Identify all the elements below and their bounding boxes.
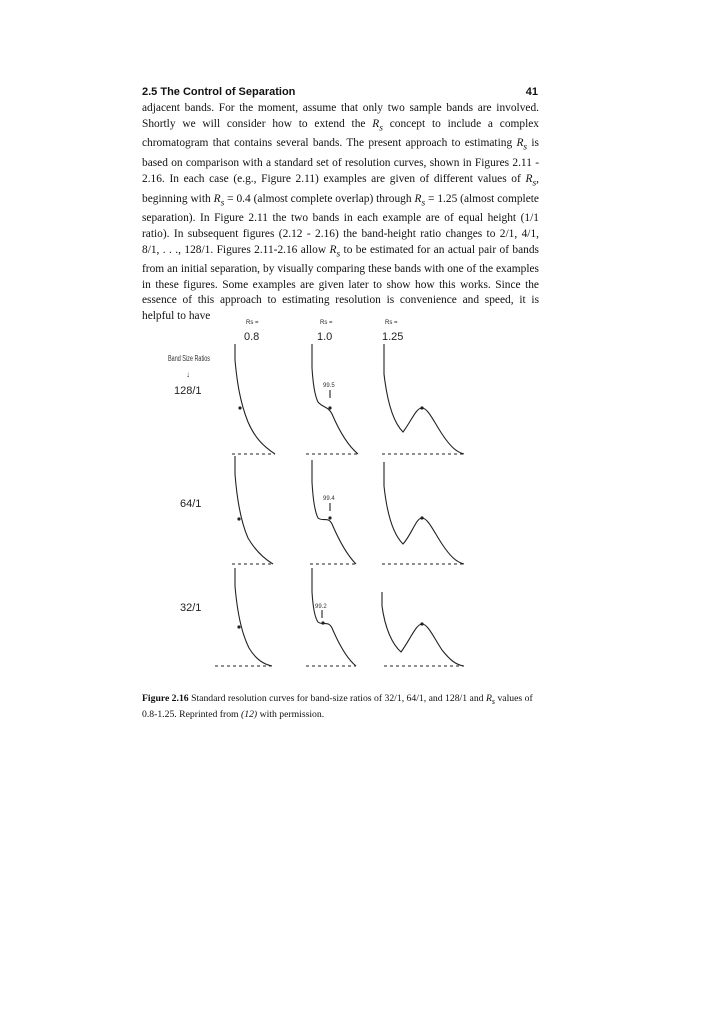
curve-r2-c2	[312, 460, 356, 564]
column-label-1-0: 1.0	[317, 331, 333, 343]
resolution-curves-figure	[160, 310, 480, 680]
peak-marker	[328, 516, 331, 519]
peak-marker	[237, 625, 240, 628]
row-header: Band Size Ratios	[168, 354, 210, 363]
curve-r3-c2	[312, 568, 356, 666]
rs-label: Rs =	[385, 320, 398, 326]
row-label-64: 64/1	[180, 498, 202, 510]
citation-ref: (12)	[241, 708, 258, 720]
peak-annotation-r1: 99.5	[323, 383, 335, 389]
page-number: 41	[525, 86, 538, 98]
curve-r3-c1	[235, 568, 272, 666]
rs-label: Rs =	[320, 320, 333, 326]
peak-marker	[321, 621, 324, 624]
figure-caption: Figure 2.16 Standard resolution curves for band-size ratios of 32/1, 64/1, and 128/1 and $R_s$ values of 0.8-1.25. Reprinted from (12) with permission.	[142, 693, 533, 720]
peak-marker	[237, 517, 240, 520]
figure-label: Figure 2.16	[142, 693, 189, 704]
curve-r1-c2	[312, 344, 358, 454]
curve-r2-c3	[384, 462, 464, 564]
section-title: 2.5 The Control of Separation	[142, 86, 296, 98]
curve-r1-c3	[384, 344, 464, 454]
peak-annotation-r2: 99.4	[323, 496, 335, 502]
row-header-arrow: ↓	[186, 370, 190, 379]
column-label-1-25: 1.25	[382, 331, 404, 343]
peak-marker	[420, 622, 423, 625]
column-label-0-8: 0.8	[244, 331, 260, 343]
curve-r2-c1	[235, 456, 273, 564]
peak-marker	[238, 406, 241, 409]
row-label-128: 128/1	[174, 385, 202, 397]
body-paragraph: adjacent bands. For the moment, assume that only two sample bands are involved. Shortly we will consider how to extend the $R_s$ concept to include a complex chromatogram that contains several bands. The present approach to estimating $R_s$ is based on comparison with a standard set of resolution curves, shown in Figures 2.11 - 2.16. In each case (e.g., Figure 2.11) examples are given of different values of $R_s$, beginning with $R_s = 0.4$ (almost complete overlap) through $R_s = 1.25$ (almost complete separation). In Figure 2.11 the two bands in each example are of equal height (1/1 ratio). In subsequent figures (2.12 - 2.16) the band-height ratio changes to 2/1, 4/1, 8/1, . . ., 128/1. Figures 2.11-2.16 allow $R_s$ to be estimated for an actual pair of bands from an initial separation, by visually comparing these bands with one of the examples in these figures. Some examples are given later to show how this works. Since the essence of this approach to estimating resolution is convenience and speed, it is helpful to have	[142, 102, 539, 322]
peak-annotation-r3: 99.2	[315, 604, 327, 610]
column-headers	[244, 320, 403, 343]
rs-label: Rs =	[246, 320, 259, 326]
peak-marker	[420, 516, 423, 519]
peak-marker	[420, 406, 423, 409]
curve-r1-c1	[235, 344, 275, 454]
row-label-32: 32/1	[180, 602, 202, 614]
peak-marker	[328, 406, 331, 409]
curve-r3-c3	[382, 592, 464, 666]
